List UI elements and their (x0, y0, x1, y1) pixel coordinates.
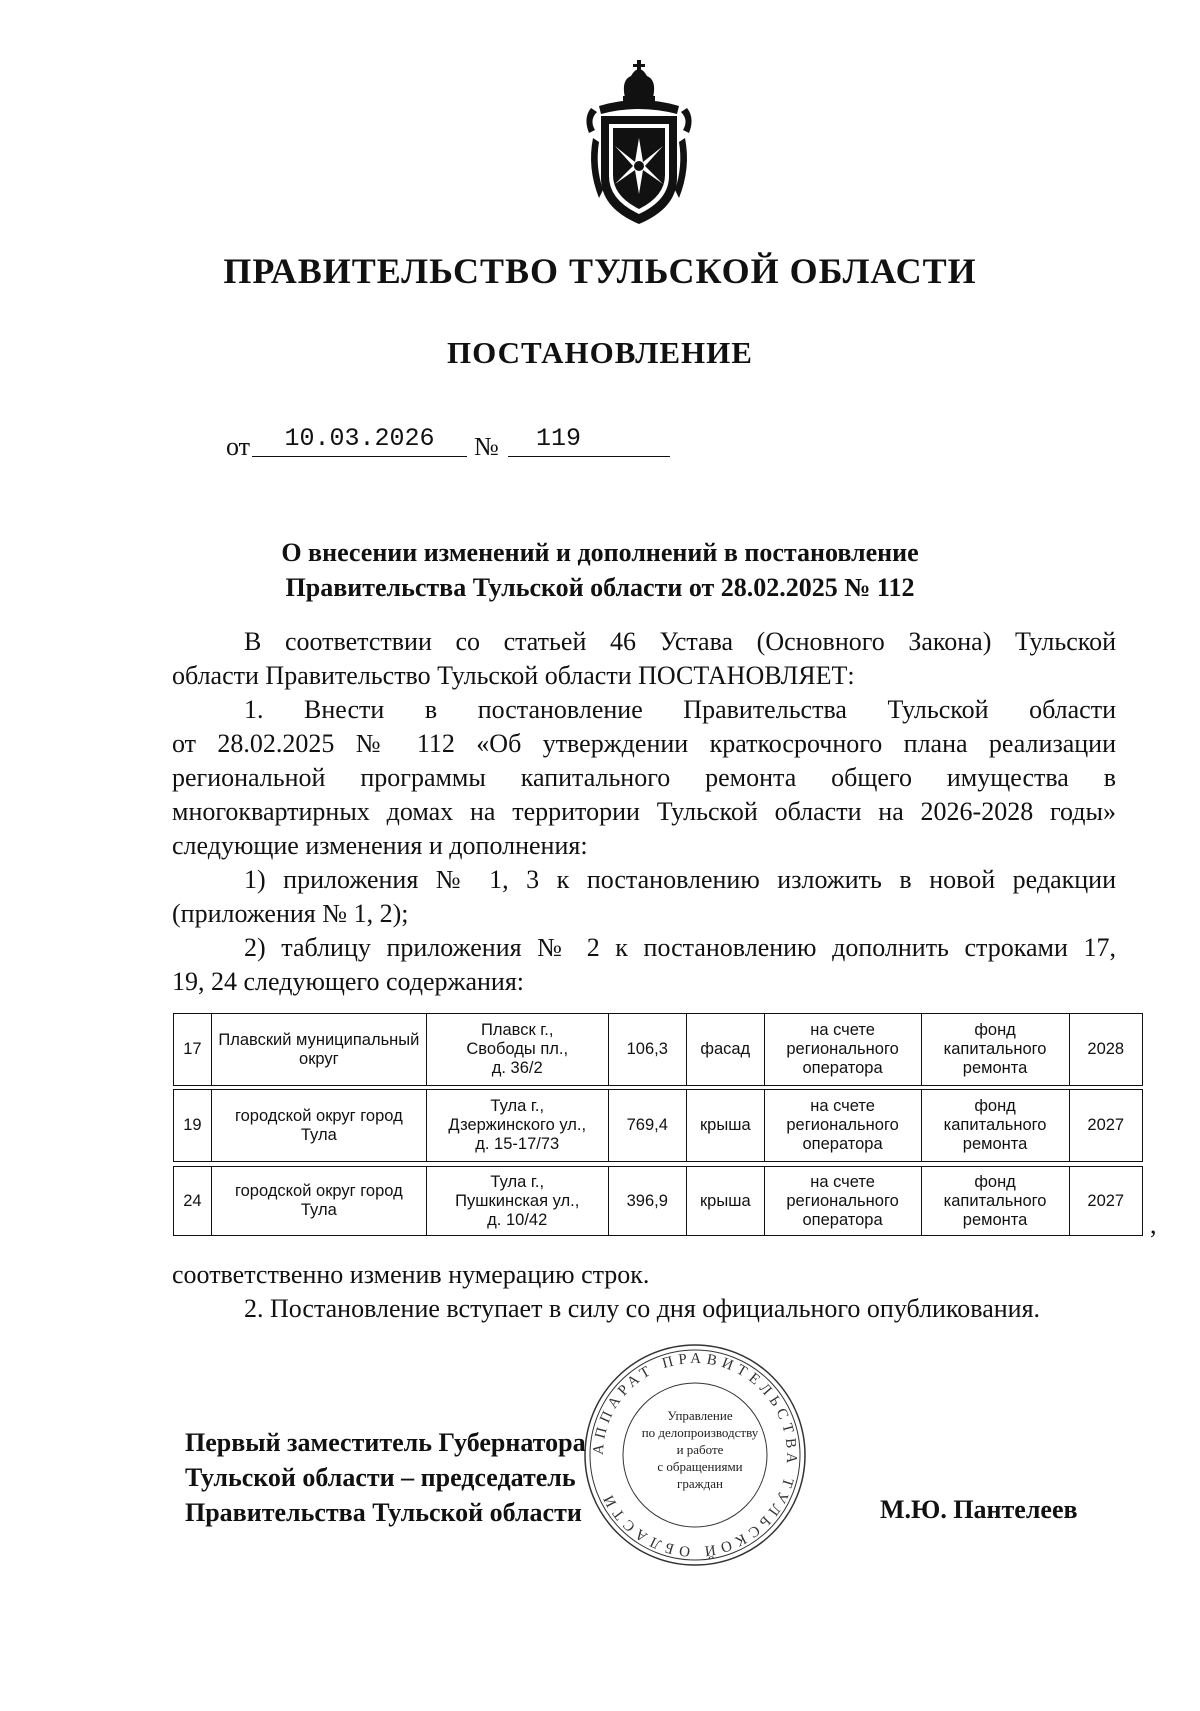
document-body (172, 625, 1116, 999)
subject-line: Правительства Тульской области от 28.02.2025 № 112 (285, 573, 915, 602)
document-subject (0, 535, 1200, 605)
work-type-cell: крыша (687, 1167, 765, 1236)
date-number-line (226, 422, 706, 462)
after-table-text (172, 1258, 1116, 1326)
table-row (173, 1089, 1143, 1162)
signatory-line: Тульской области – председатель (185, 1463, 576, 1492)
body-line: от 28.02.2025 № 112 «Об утверждении краткосрочного плана реализации (172, 729, 1116, 758)
table-row (173, 1013, 1143, 1086)
signatory-line: Первый заместитель Губернатора (185, 1428, 586, 1457)
district-cell: городской округ город Тула (211, 1090, 426, 1162)
row-number: 17 (174, 1014, 212, 1086)
year-cell: 2027 (1069, 1090, 1142, 1162)
document-type-title: ПОСТАНОВЛЕНИЕ (447, 335, 753, 370)
table-trailing-comma: , (1150, 1210, 1157, 1239)
official-stamp (580, 1340, 810, 1570)
area-cell: 769,4 (608, 1090, 687, 1162)
fund-cell: фонд капитального ремонта (921, 1167, 1069, 1236)
subject-line: О внесении изменений и дополнений в постановление (281, 538, 919, 567)
signatory-line: Правительства Тульской области (185, 1498, 582, 1527)
body-line: (приложения № 1, 2); (172, 899, 409, 928)
number-label: № (474, 432, 499, 461)
body-line: региональной программы капитального ремонта общего имущества в (172, 763, 1116, 792)
address-cell: Плавск г., Свободы пл., д. 36/2 (426, 1014, 608, 1086)
district-cell: городской округ город Тула (211, 1167, 426, 1236)
body-line: 19, 24 следующего содержания: (172, 967, 525, 996)
table-row (173, 1166, 1143, 1236)
stamp-ring-text: АППАРАТ ПРАВИТЕЛЬСТВА ТУЛЬСКОЙ ОБЛАСТИ (590, 1350, 800, 1560)
area-cell: 396,9 (608, 1167, 687, 1236)
account-cell: на счете регионального оператора (764, 1014, 921, 1086)
fund-cell: фонд капитального ремонта (921, 1014, 1069, 1086)
work-type-cell: крыша (687, 1090, 765, 1162)
body-line: соответственно изменив нумерацию строк. (172, 1260, 650, 1289)
district-cell: Плавский муниципальный округ (211, 1014, 426, 1086)
fund-cell: фонд капитального ремонта (921, 1090, 1069, 1162)
account-cell: на счете регионального оператора (764, 1167, 921, 1236)
body-line: 2. Постановление вступает в силу со дня официального опубликования. (244, 1294, 1041, 1323)
address-cell: Тула г., Дзержинского ул., д. 15-17/73 (426, 1090, 608, 1162)
body-line: 1. Внести в постановление Правительства Тульской области (244, 695, 1116, 724)
document-date: 10.03.2026 (252, 422, 467, 457)
year-cell: 2027 (1069, 1167, 1142, 1236)
body-line: области Правительство Тульской области ПОСТАНОВЛЯЕТ: (172, 661, 855, 690)
row-number: 19 (174, 1090, 212, 1162)
account-cell: на счете регионального оператора (764, 1090, 921, 1162)
document-number: 119 (508, 422, 670, 457)
coat-of-arms-emblem (581, 58, 697, 228)
signatory-title (185, 1425, 586, 1530)
row-number: 24 (174, 1167, 212, 1236)
body-line: следующие изменения и дополнения: (172, 831, 588, 860)
government-title: ПРАВИТЕЛЬСТВО ТУЛЬСКОЙ ОБЛАСТИ (223, 251, 977, 291)
from-label: от (226, 432, 251, 461)
year-cell: 2028 (1069, 1014, 1142, 1086)
body-line: 1) приложения № 1, 3 к постановлению изложить в новой редакции (244, 865, 1116, 894)
address-cell: Тула г., Пушкинская ул., д. 10/42 (426, 1167, 608, 1236)
body-line: В соответствии со статьей 46 Устава (Основного Закона) Тульской (244, 627, 1116, 656)
body-line: многоквартирных домах на территории Тульской области на 2026-2028 годы» (172, 797, 1116, 826)
work-type-cell: фасад (687, 1014, 765, 1086)
area-cell: 106,3 (608, 1014, 687, 1086)
signer-name: М.Ю. Пантелеев (880, 1495, 1078, 1524)
stamp-inner-text: Управление по делопроизводству и работе с обращениями граждан (641, 1408, 759, 1491)
body-line: 2) таблицу приложения № 2 к постановлению дополнить строками 17, (244, 933, 1116, 962)
